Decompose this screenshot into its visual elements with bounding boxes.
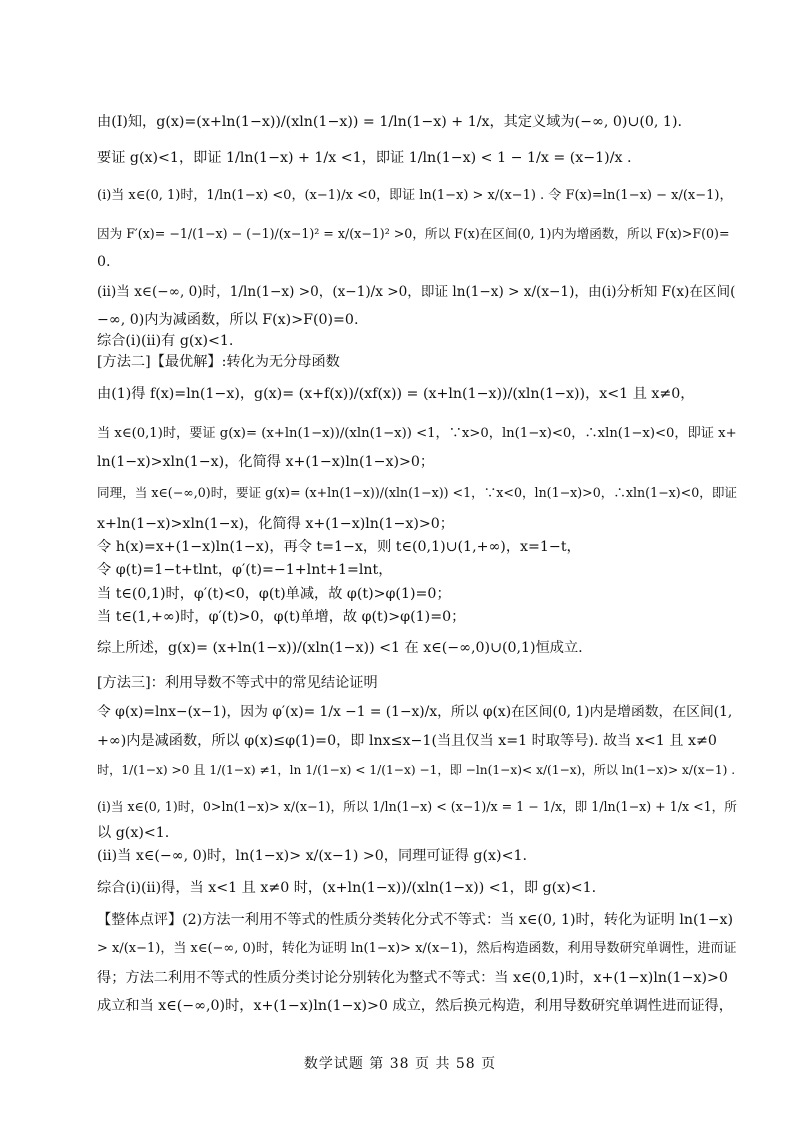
text-line: (ⅱ)当 x∈(−∞, 0)时，1/ln(1−x) >0，(x−1)/x >0，即证 ln(1−x) > x/(x−1)，由(ⅰ)分析知 F(x)在区间( bbox=[97, 284, 736, 300]
text-line: +∞)内是减函数，所以 φ(x)≤φ(1)=0，即 lnx≤x−1(当且仅当 x=1 时取等号). 故当 x<1 且 x≠0 bbox=[97, 733, 717, 749]
text-line: 综上所述，g(x)= (x+ln(1−x))/(xln(1−x)) <1 在 x∈(−∞,0)∪(0,1)恒成立. bbox=[97, 640, 583, 656]
text-line: [方法二]【最优解】:转化为无分母函数 bbox=[97, 354, 340, 370]
text-line: 由(1)得 f(x)=ln(1−x)，g(x)= (x+f(x))/(xf(x)) = (x+ln(1−x))/(xln(1−x))，x<1 且 x≠0， bbox=[97, 386, 695, 402]
text-line: 由(Ⅰ)知，g(x)=(x+ln(1−x))/(xln(1−x)) = 1/ln(1−x) + 1/x，其定义域为(−∞, 0)∪(0, 1). bbox=[97, 114, 682, 130]
text-line: 0. bbox=[97, 254, 111, 270]
text-line: 令 h(x)=x+(1−x)ln(1−x)，再令 t=1−x，则 t∈(0,1)∪(1,+∞)，x=1−t， bbox=[97, 539, 581, 555]
text-line: 得；方法二利用不等式的性质分类讨论分别转化为整式不等式：当 x∈(0,1)时，x+(1−x)ln(1−x)>0 bbox=[97, 970, 728, 986]
text-line: 令 φ(t)=1−t+tlnt，φ′(t)=−1+lnt+1=lnt， bbox=[97, 562, 393, 578]
text-line: (ⅱ)当 x∈(−∞, 0)时，ln(1−x)> x/(x−1) >0，同理可证得 g(x)<1. bbox=[97, 848, 528, 864]
text-line: 当 t∈(1,+∞)时，φ′(t)>0，φ(t)单增，故 φ(t)>φ(1)=0； bbox=[97, 609, 466, 625]
text-line: 成立和当 x∈(−∞,0)时，x+(1−x)ln(1−x)>0 成立，然后换元构造，利用导数研究单调性进而证得， bbox=[97, 998, 733, 1014]
text-line: (ⅰ)当 x∈(0, 1)时，1/ln(1−x) <0，(x−1)/x <0，即证 ln(1−x) > x/(x−1) . 令 F(x)=ln(1−x) − x/(x−1)， bbox=[97, 188, 733, 203]
text-line: 综合(ⅰ)(ⅱ)得，当 x<1 且 x≠0 时，(x+ln(1−x))/(xln(1−x)) <1，即 g(x)<1. bbox=[97, 880, 597, 896]
text-line: 当 t∈(0,1)时，φ′(t)<0，φ(t)单减，故 φ(t)>φ(1)=0； bbox=[97, 586, 451, 602]
text-line: 以 g(x)<1. bbox=[97, 825, 170, 841]
text-line: 综合(ⅰ)(ⅱ)有 g(x)<1. bbox=[97, 333, 234, 349]
text-line: x+ln(1−x)>xln(1−x)，化简得 x+(1−x)ln(1−x)>0； bbox=[97, 516, 454, 532]
text-line: > x/(x−1)，当 x∈(−∞, 0)时，转化为证明 ln(1−x)> x/(x−1)，然后构造函数，利用导数研究单调性，进而证 bbox=[97, 941, 737, 956]
text-line: (ⅰ)当 x∈(0, 1)时，0>ln(1−x)> x/(x−1)，所以 1/ln(1−x) < (x−1)/x = 1 − 1/x，即 1/ln(1−x) + 1/x <1，所 bbox=[97, 799, 737, 814]
page-footer: 数学试题 第 38 页 共 58 页 bbox=[303, 1056, 497, 1072]
text-line: [方法三]：利用导数不等式中的常见结论证明 bbox=[97, 675, 378, 691]
text-line: ln(1−x)>xln(1−x)，化简得 x+(1−x)ln(1−x)>0； bbox=[97, 454, 435, 470]
text-line: 因为 F′(x)= −1/(1−x) − (−1)/(x−1)² = x/(x−1)² >0，所以 F(x)在区间(0, 1)内为增函数，所以 F(x)>F(0)= bbox=[97, 226, 730, 241]
text-line: −∞, 0)内为减函数，所以 F(x)>F(0)=0. bbox=[97, 312, 359, 328]
text-line: 令 φ(x)=lnx−(x−1)，因为 φ′(x)= 1/x −1 = (1−x)/x，所以 φ(x)在区间(0, 1)内是增函数，在区间(1, bbox=[97, 704, 733, 720]
text-line: 同理，当 x∈(−∞,0)时，要证 g(x)= (x+ln(1−x))/(xln(1−x)) <1，∵x<0，ln(1−x)>0，∴xln(1−x)<0，即证 bbox=[97, 485, 738, 500]
text-line: 当 x∈(0,1)时，要证 g(x)= (x+ln(1−x))/(xln(1−x)) <1，∵x>0，ln(1−x)<0，∴xln(1−x)<0，即证 x+ bbox=[97, 426, 737, 441]
text-line: 要证 g(x)<1，即证 1/ln(1−x) + 1/x <1，即证 1/ln(1−x) < 1 − 1/x = (x−1)/x . bbox=[97, 150, 632, 166]
text-line: 【整体点评】(2)方法一利用不等式的性质分类转化分式不等式：当 x∈(0, 1)时，转化为证明 ln(1−x) bbox=[97, 912, 733, 928]
text-line: 时，1/(1−x) >0 且 1/(1−x) ≠1，ln 1/(1−x) < 1/(1−x) −1，即 −ln(1−x)< x/(1−x)，所以 ln(1−x)> x/(x−1) . bbox=[97, 763, 736, 777]
